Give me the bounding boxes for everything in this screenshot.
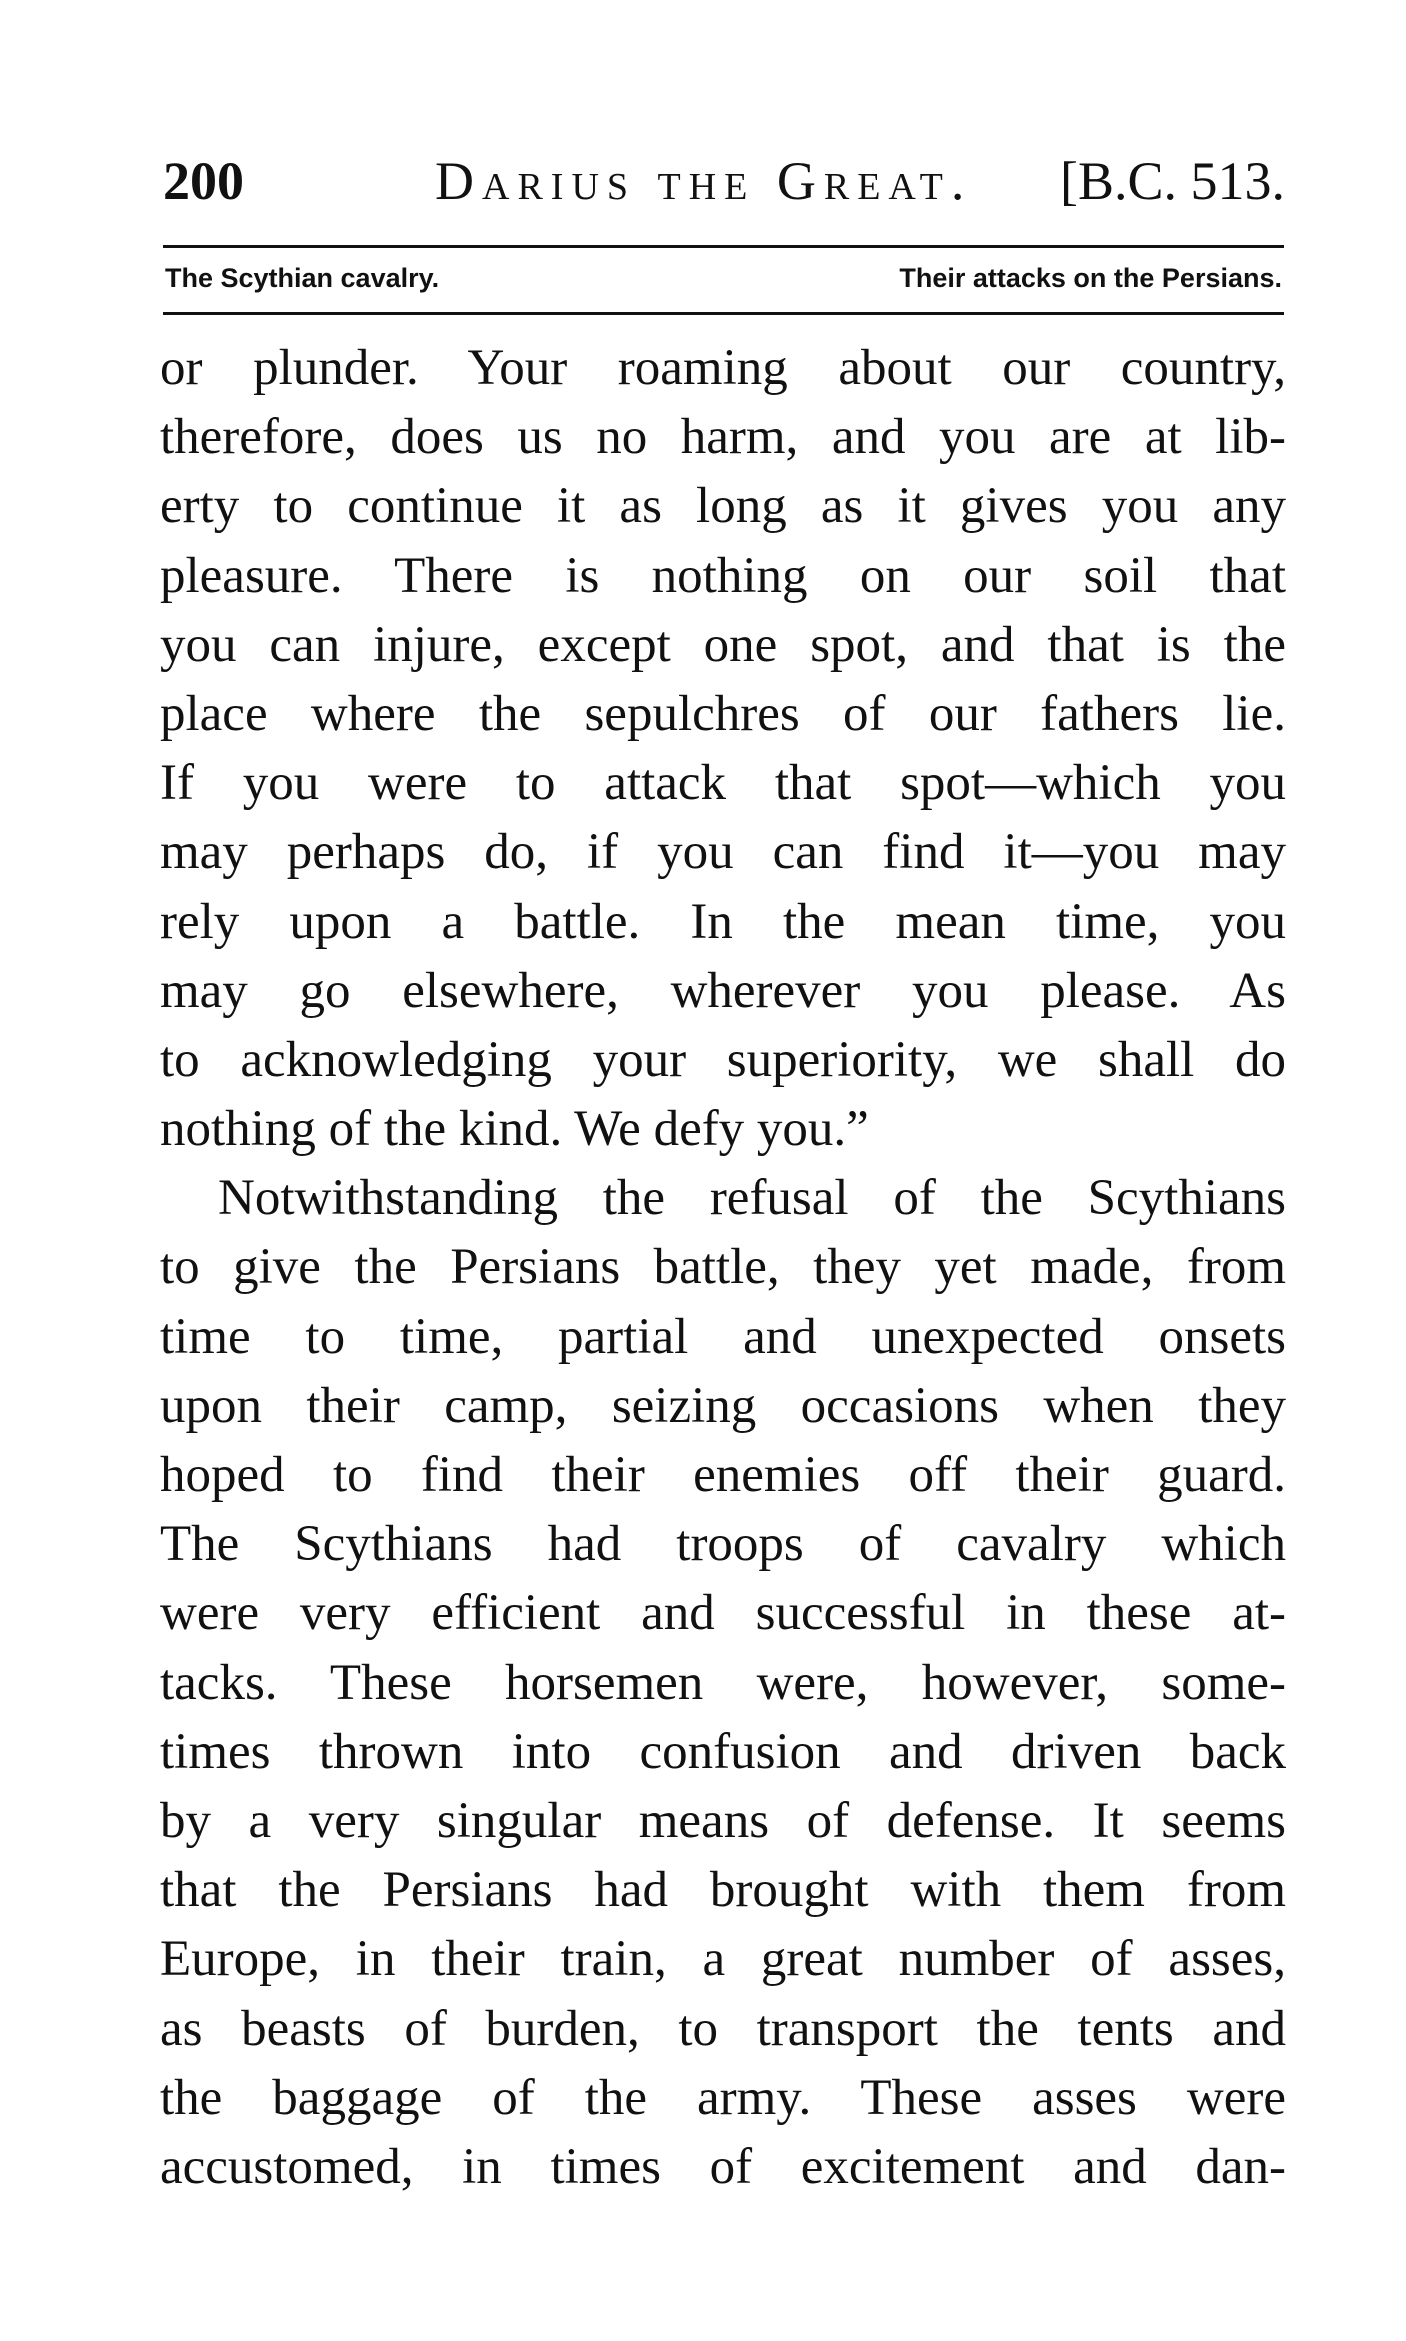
header-rule-top — [163, 245, 1284, 248]
text-line: or plunder. Your roaming about our country, — [160, 340, 1286, 396]
text-line: erty to continue it as long as it gives you any — [160, 478, 1286, 535]
text-line: to acknowledging your superiority, we shall do — [160, 1031, 1286, 1088]
text-line: tacks. These horsemen were, however, some- — [160, 1654, 1286, 1711]
text-line: the baggage of the army. These asses were — [160, 2069, 1286, 2126]
text-line: as beasts of burden, to transport the tents and — [160, 2000, 1286, 2057]
text-line: rely upon a battle. In the mean time, you — [160, 893, 1286, 950]
text-line: hoped to find their enemies off their guard. — [160, 1447, 1286, 1503]
text-line: were very efficient and successful in these at- — [160, 1585, 1286, 1642]
header-rule-bottom — [163, 312, 1284, 315]
text-line: times thrown into confusion and driven back — [160, 1723, 1286, 1780]
text-line: pleasure. There is nothing on our soil that — [160, 547, 1286, 604]
shoulder-note-right: Their attacks on the Persians. — [899, 263, 1282, 293]
text-line: you can injure, except one spot, and that is the — [160, 616, 1286, 673]
text-line: time to time, partial and unexpected onsets — [160, 1308, 1286, 1365]
text-line-paragraph-end: nothing of the kind. We defy you.” — [160, 1101, 869, 1158]
page-number: 200 — [163, 151, 244, 211]
text-line: If you were to attack that spot—which you — [160, 755, 1286, 812]
date-heading: [B.C. 513. — [1059, 151, 1285, 211]
text-line: may go elsewhere, wherever you please. As — [160, 962, 1286, 1019]
text-line: therefore, does us no harm, and you are at lib- — [160, 409, 1286, 466]
shoulder-note-left: The Scythian cavalry. — [165, 263, 440, 293]
text-line: that the Persians had brought with them from — [160, 1862, 1286, 1919]
text-line: The Scythians had troops of cavalry which — [160, 1516, 1286, 1573]
text-line: place where the sepulchres of our fathers lie. — [160, 685, 1286, 742]
text-line: Europe, in their train, a great number of asses, — [160, 1931, 1286, 1988]
text-line: upon their camp, seizing occasions when they — [160, 1377, 1286, 1434]
running-head — [160, 148, 1285, 218]
text-line: accustomed, in times of excitement and dan- — [160, 2138, 1286, 2195]
text-line: by a very singular means of defense. It seems — [160, 1792, 1286, 1849]
text-line: to give the Persians battle, they yet made, from — [160, 1239, 1286, 1296]
running-title: Darius the Great. — [435, 151, 973, 211]
text-line-paragraph-start: Notwithstanding the refusal of the Scythians — [218, 1170, 1286, 1227]
text-line: may perhaps do, if you can find it—you may — [160, 824, 1286, 881]
body-text — [160, 334, 1286, 2202]
